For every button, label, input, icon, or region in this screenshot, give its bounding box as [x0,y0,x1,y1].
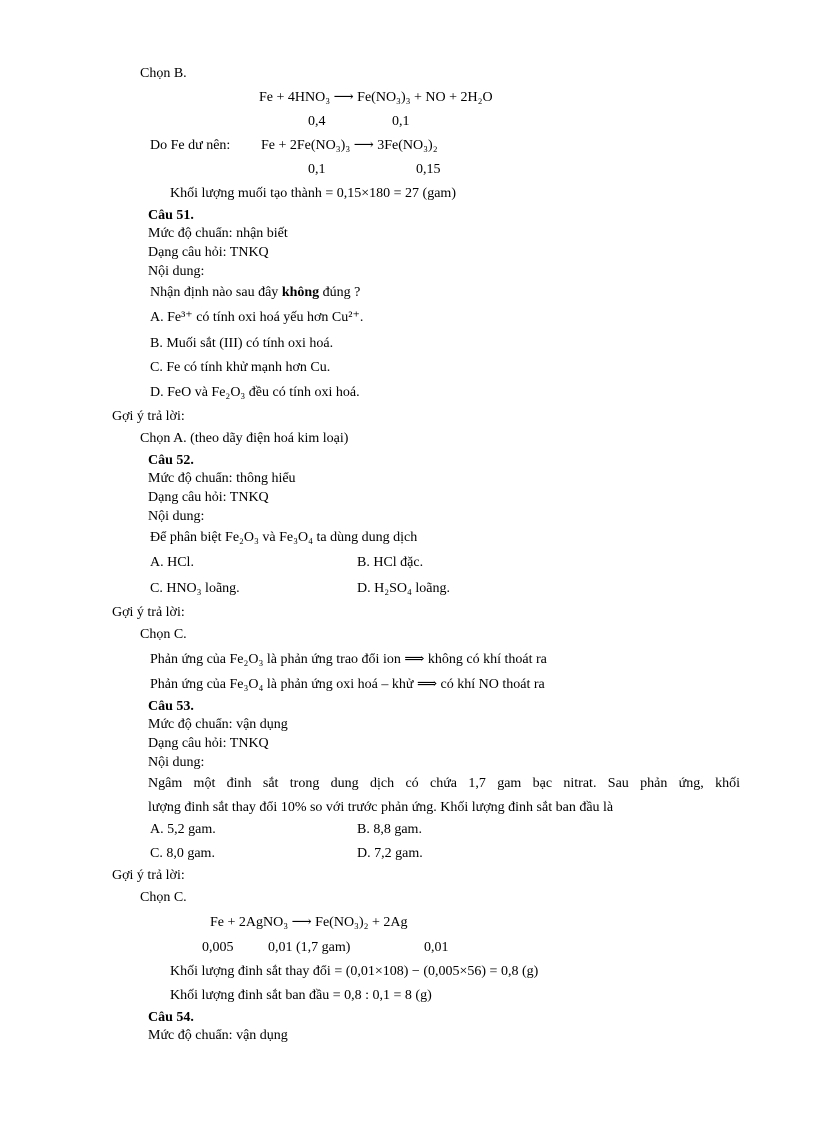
q51-level: Mức độ chuẩn: nhận biết [148,226,288,241]
q50-equation-2: Fe + 2Fe(NO₃)₃ ⟶ 3Fe(NO₃)₂ [261,138,438,153]
q53-answer: Chọn C. [140,890,187,905]
q51-question-after: đúng ? [319,285,361,300]
q50-answer: Chọn B. [140,66,187,81]
q52-option-c: C. HNO₃ loãng. [150,581,240,596]
q53-option-c: C. 8,0 gam. [150,846,215,861]
q50-eq2-prefix: Do Fe dư nên: [150,138,231,153]
q51-content-label: Nội dung: [148,264,205,279]
q52-question: Để phân biệt Fe₂O₃ và Fe₃O₄ ta dùng dung dịch [150,530,418,545]
q54-title: Câu 54. [148,1010,194,1025]
q51-question [150,284,360,302]
q51-title: Câu 51. [148,208,194,223]
q51-option-d: D. FeO và Fe₂O₃ đều có tính oxi hoá. [150,385,360,400]
q51-type: Dạng câu hỏi: TNKQ [148,245,269,260]
q53-eq-value-1: 0,005 [202,940,234,955]
q51-question-before: Nhận định nào sau đây [150,285,282,300]
q53-option-a: A. 5,2 gam. [150,822,216,837]
q52-answer: Chọn C. [140,627,187,642]
q52-hint-label: Gợi ý trả lời: [112,605,185,620]
q54-level: Mức độ chuẩn: vận dụng [148,1028,288,1043]
q53-title: Câu 53. [148,699,194,714]
q51-answer: Chọn A. (theo dãy điện hoá kim loại) [140,431,349,446]
q52-explain-2: Phản ứng của Fe₃O₄ là phản ứng oxi hoá – khử ⟹ có khí NO thoát ra [150,677,545,692]
q50-eq1-value-1: 0,4 [308,114,326,129]
q53-eq-value-2: 0,01 (1,7 gam) [268,940,351,955]
q53-hint-label: Gợi ý trả lời: [112,868,185,883]
q51-question-bold: không [281,285,320,300]
q50-eq2-value-1: 0,1 [308,162,326,177]
q53-calc-2: Khối lượng đinh sắt ban đầu = 0,8 : 0,1 = 8 (g) [170,988,432,1003]
q50-equation-1: Fe + 4HNO₃ ⟶ Fe(NO₃)₃ + NO + 2H₂O [259,90,493,105]
q52-option-d: D. H₂SO₄ loãng. [357,581,450,596]
q53-option-b: B. 8,8 gam. [357,822,422,837]
q52-option-b: B. HCl đặc. [357,555,424,570]
q50-eq2-value-2: 0,15 [416,162,441,177]
q53-question-line-1: Ngâm một đinh sắt trong dung dịch có chứa 1,7 gam bạc nitrat. Sau phản ứng, khối [148,776,740,791]
q50-eq1-value-2: 0,1 [392,114,410,129]
q51-hint-label: Gợi ý trả lời: [112,409,185,424]
q53-level: Mức độ chuẩn: vận dụng [148,717,288,732]
q52-content-label: Nội dung: [148,509,205,524]
q50-result: Khối lượng muối tạo thành = 0,15×180 = 27 (gam) [170,186,456,201]
q53-content-label: Nội dung: [148,755,205,770]
q53-option-d: D. 7,2 gam. [357,846,423,861]
q51-option-c: C. Fe có tính khử mạnh hơn Cu. [150,360,331,375]
q52-type: Dạng câu hỏi: TNKQ [148,490,269,505]
q51-option-a: A. Fe³⁺ có tính oxi hoá yếu hơn Cu²⁺. [150,310,364,325]
q53-question-line-2: lượng đinh sắt thay đổi 10% so với trước phản ứng. Khối lượng đinh sắt ban đầu là [148,800,614,815]
q53-equation: Fe + 2AgNO₃ ⟶ Fe(NO₃)₂ + 2Ag [210,915,408,930]
q52-explain-1: Phản ứng của Fe₂O₃ là phản ứng trao đổi ion ⟹ không có khí thoát ra [150,652,547,667]
q53-eq-value-3: 0,01 [424,940,449,955]
q52-option-a: A. HCl. [150,555,194,570]
q51-option-b: B. Muối sắt (III) có tính oxi hoá. [150,336,334,351]
q53-type: Dạng câu hỏi: TNKQ [148,736,269,751]
q52-level: Mức độ chuẩn: thông hiểu [148,471,296,486]
q53-calc-1: Khối lượng đinh sắt thay đổi = (0,01×108) − (0,005×56) = 0,8 (g) [170,964,539,979]
q52-title: Câu 52. [148,453,194,468]
